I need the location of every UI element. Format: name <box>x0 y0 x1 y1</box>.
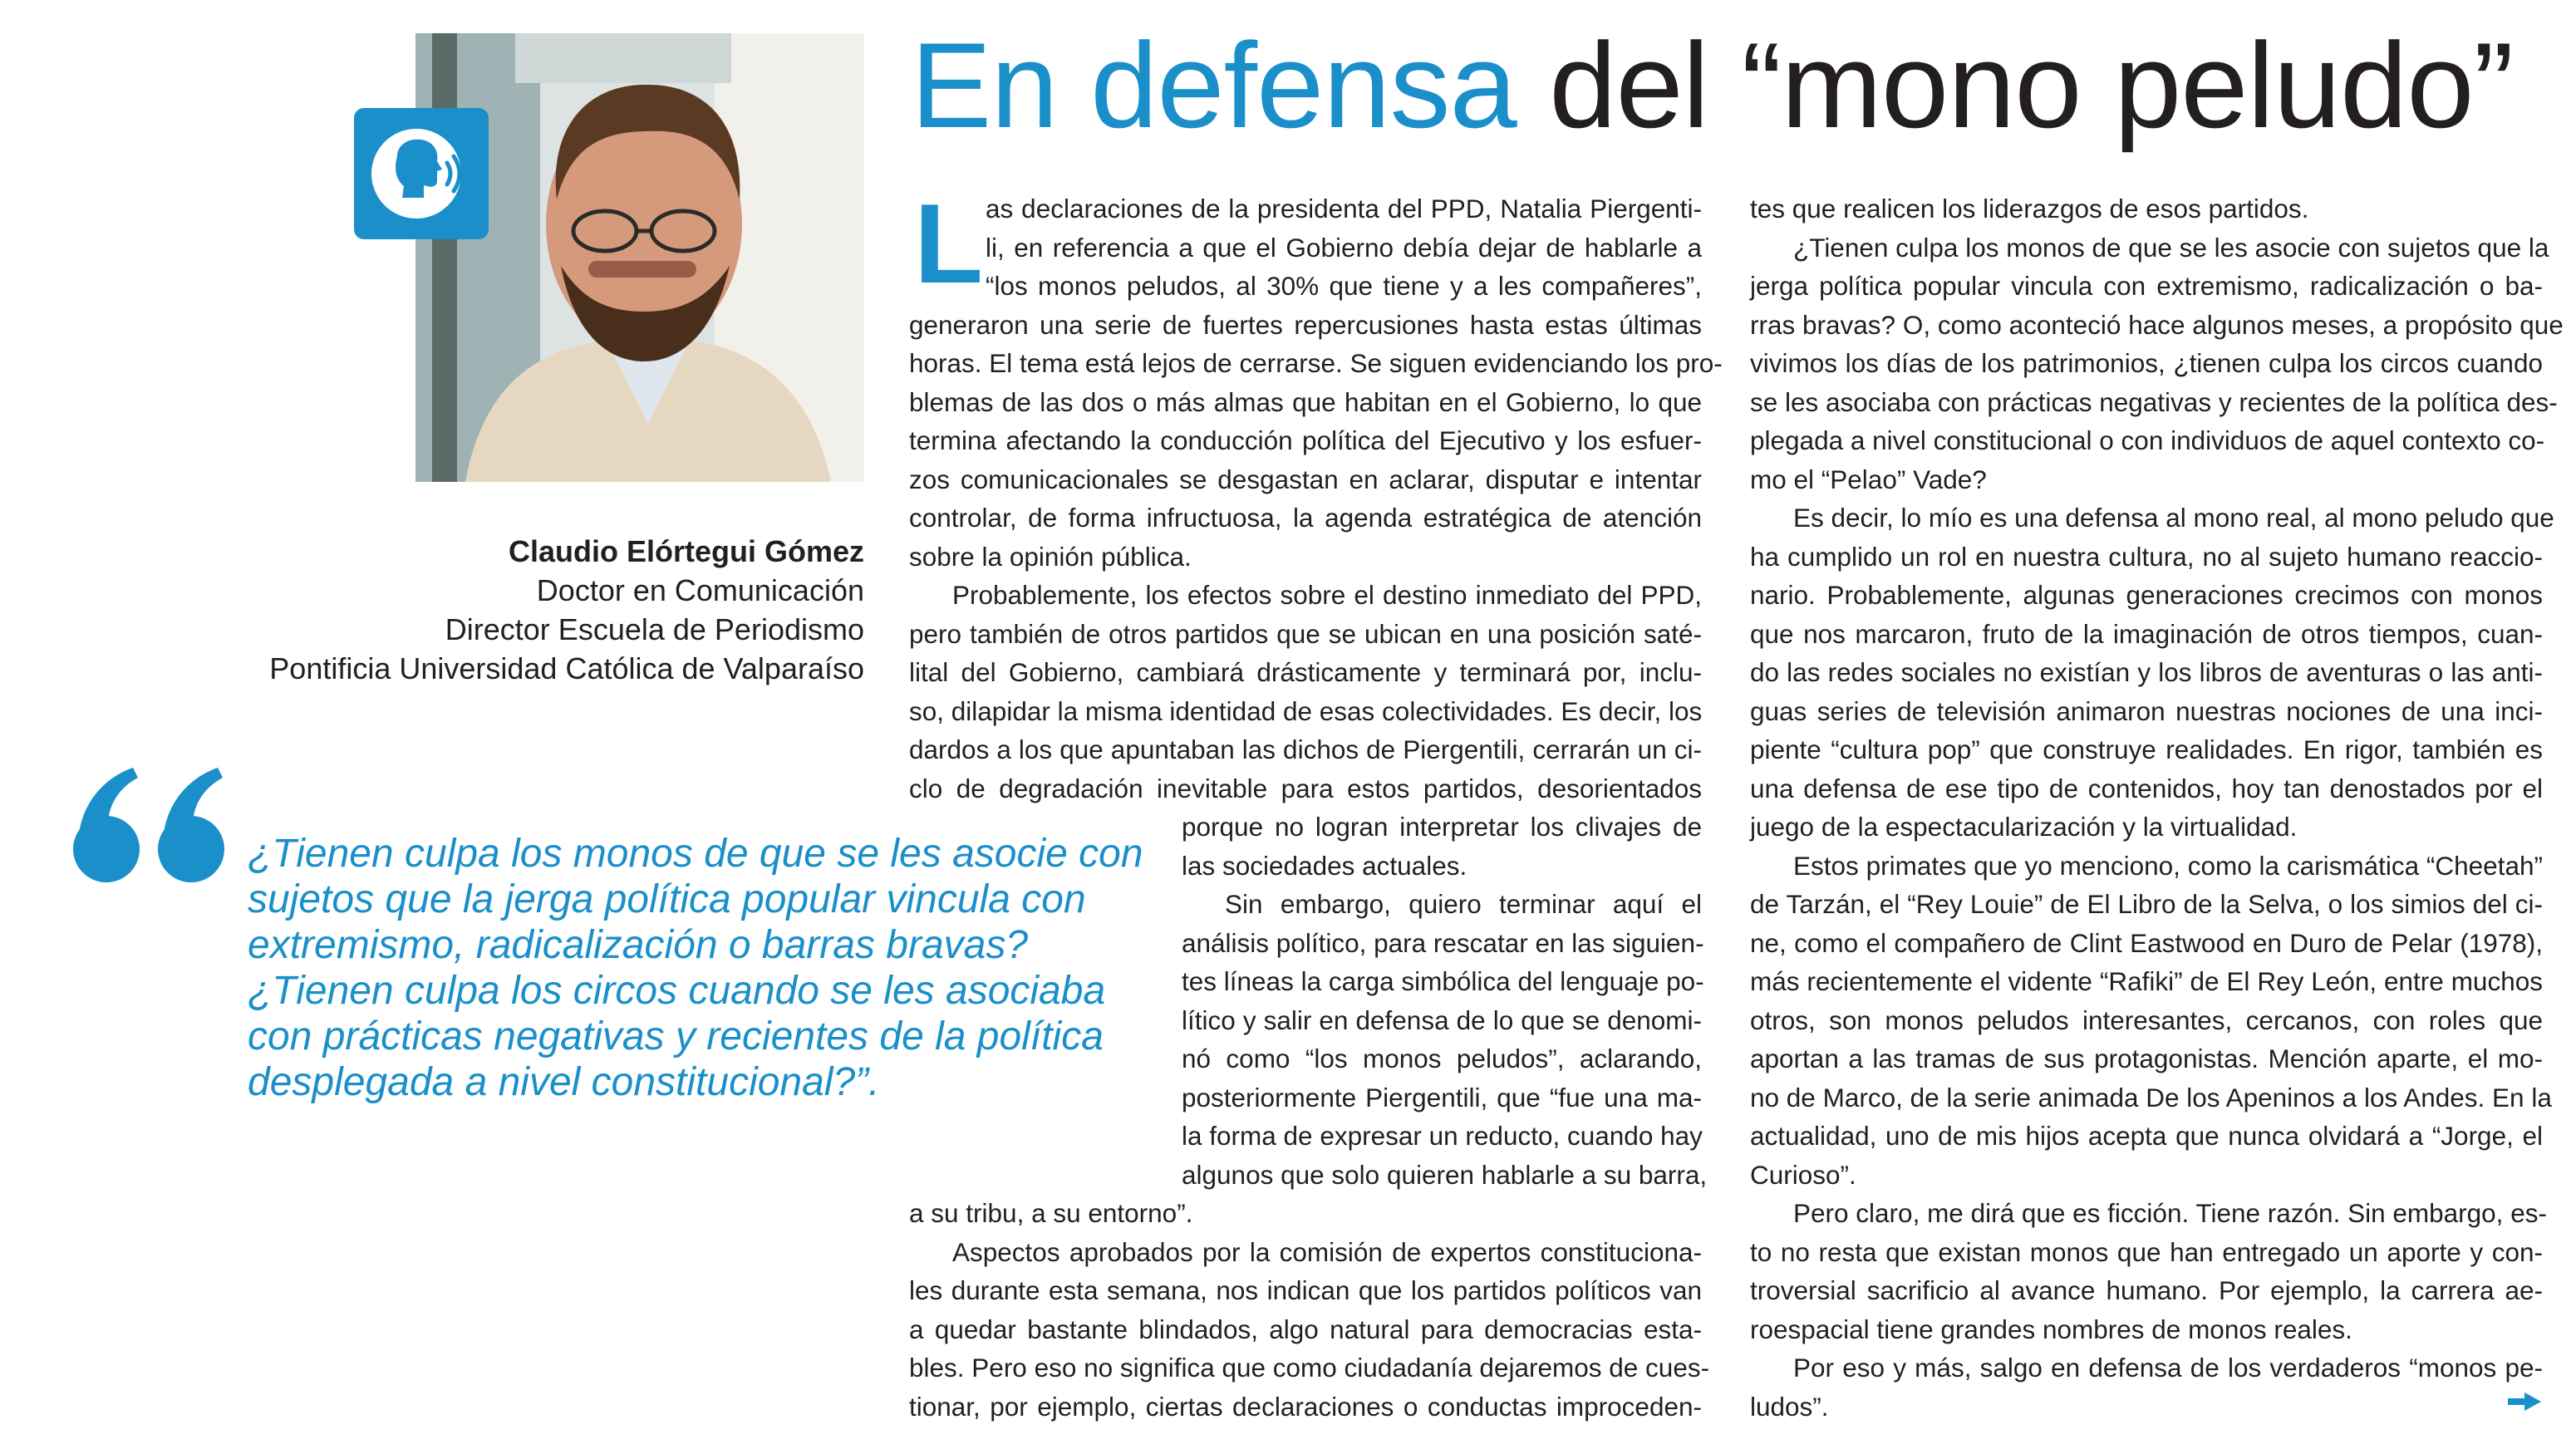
body-line: dardos a los que apuntaban las dichos de Piergentili, cerrarán un ci- <box>909 734 1702 764</box>
body-line: ¿Tienen culpa los monos de que se les asocie con sujetos que la <box>1793 232 2549 263</box>
body-line: algunos que solo quieren hablarle a su barra, <box>1182 1159 1708 1190</box>
body-line: roespacial tiene grandes nombres de monos reales. <box>1750 1314 2352 1344</box>
speaking-head-icon <box>354 108 489 239</box>
body-line: to no resta que existan monos que han entregado un aporte y con- <box>1750 1236 2543 1267</box>
pull-quote-line: desplegada a nivel constitucional?”. <box>248 1060 880 1104</box>
body-line: una defensa de ese tipo de contenidos, hoy tan denostados por el <box>1750 773 2543 803</box>
body-line: ludos”. <box>1750 1391 1829 1422</box>
body-line: lítico y salir en defensa de lo que se denomi- <box>1182 1004 1702 1035</box>
pull-quote-line: ¿Tienen culpa los circos cuando se les asociaba <box>248 969 1106 1013</box>
body-line: aportan a las tramas de sus protagonistas. Mención aparte, el mo- <box>1750 1044 2543 1073</box>
body-line: blemas de las dos o más almas que habitan en el Gobierno, lo que <box>909 386 1702 417</box>
body-line: as declaraciones de la presidenta del PPD, Natalia Piergenti- <box>986 194 1702 223</box>
body-line: ha cumplido un rol en nuestra cultura, no al sujeto humano reaccio- <box>1750 541 2543 572</box>
article-column-2 <box>1750 189 2564 1426</box>
body-line: análisis político, para rescatar en las siguien- <box>1182 927 1704 958</box>
headline-accent: En defensa <box>911 17 1517 153</box>
body-line: tes que realicen los liderazgos de esos partidos. <box>1750 194 2309 223</box>
headline-rest: del “mono peludo” <box>1549 17 2514 153</box>
body-line: juego de la espectacularización y la virtualidad. <box>1750 812 2298 842</box>
body-line: sobre la opinión pública. <box>909 541 1192 572</box>
body-line: rras bravas? O, como aconteció hace algunos meses, a propósito que <box>1750 309 2564 340</box>
body-line: tionar, por ejemplo, ciertas declaraciones o conductas improceden- <box>909 1391 1702 1422</box>
headline <box>911 15 2513 156</box>
body-line: nario. Probablemente, algunas generaciones crecimos con monos <box>1750 580 2543 610</box>
pull-quote-line: ¿Tienen culpa los monos de que se les asocie con <box>248 832 1143 876</box>
pull-quote-line: sujetos que la jerga política popular vincula con <box>248 877 1086 921</box>
body-line: posteriormente Piergentili, que “fue una ma- <box>1182 1082 1702 1112</box>
body-line: las sociedades actuales. <box>1182 850 1467 881</box>
end-arrow-icon <box>2508 1392 2541 1411</box>
body-line: Sin embargo, quiero terminar aquí el <box>1225 889 1702 919</box>
article-column-1 <box>909 189 1723 1426</box>
body-line: Estos primates que yo menciono, como la carismática “Cheetah” <box>1793 850 2543 881</box>
body-line: mo el “Pelao” Vade? <box>1750 464 1987 494</box>
body-line: ne, como el compañero de Clint Eastwood en Duro de Pelar (1978), <box>1750 927 2543 958</box>
body-line: so, dilapidar la misma identidad de esas colectividades. Es decir, los <box>909 695 1703 726</box>
body-line: Probablemente, los efectos sobre el destino inmediato del PPD, <box>952 580 1702 610</box>
body-line: generaron una serie de fuertes repercusiones hasta estas últimas <box>909 309 1702 340</box>
drop-cap-letter: L <box>914 180 984 307</box>
body-line: a su tribu, a su entorno”. <box>909 1198 1193 1228</box>
author-name: Claudio Elórtegui Gómez <box>508 534 864 568</box>
body-line: Pero claro, me dirá que es ficción. Tiene razón. Sin embargo, es- <box>1793 1198 2547 1228</box>
author-position: Director Escuela de Periodismo <box>445 612 864 646</box>
pull-quote-line: extremismo, radicalización o barras bravas? <box>248 923 1029 967</box>
body-line: plegada a nivel constitucional o con individuos de aquel contexto co- <box>1750 425 2545 455</box>
pull-quote-line: con prácticas negativas y recientes de la política <box>248 1014 1104 1058</box>
wrap-block <box>909 808 1708 1194</box>
body-line: piente “cultura pop” que construye realidades. En rigor, también es <box>1750 734 2543 764</box>
body-line: vivimos los días de los patrimonios, ¿tienen culpa los circos cuando <box>1750 348 2543 378</box>
body-line: zos comunicacionales se desgastan en aclarar, disputar e intentar <box>909 464 1702 494</box>
body-line: a quedar bastante blindados, algo natural para democracias esta- <box>909 1314 1702 1344</box>
body-line: do las redes sociales no existían y los libros de aventuras o las anti- <box>1750 657 2543 687</box>
body-line: “los monos peludos, al 30% que tiene y a les compañeres”, <box>986 271 1702 301</box>
body-line: no de Marco, de la serie animada De los Apeninos a los Andes. En la <box>1750 1082 2552 1112</box>
body-line: Por eso y más, salgo en defensa de los verdaderos “monos pe- <box>1793 1353 2543 1383</box>
body-line: que nos marcaron, fruto de la imaginación de otros tiempos, cuan- <box>1750 618 2543 649</box>
body-line: clo de degradación inevitable para estos partidos, desorientados <box>909 773 1702 803</box>
body-line: otros, son monos peludos interesantes, cercanos, con roles que <box>1750 1004 2543 1035</box>
body-line: horas. El tema está lejos de cerrarse. Se siguen evidenciando los pro- <box>909 348 1723 378</box>
body-line: tes líneas la carga simbólica del lenguaje po- <box>1182 966 1704 996</box>
body-line: troversial sacrificio al avance humano. Por ejemplo, la carrera ae- <box>1750 1275 2543 1305</box>
body-line: de Tarzán, el “Rey Louie” de El Libro de la Selva, o los simios del ci- <box>1750 889 2543 919</box>
body-line: lital del Gobierno, cambiará drásticamente y terminará por, inclu- <box>909 657 1702 687</box>
body-line: nó como “los monos peludos”, aclarando, <box>1182 1044 1702 1073</box>
body-line: termina afectando la conducción política del Ejecutivo y los esfuer- <box>909 425 1702 455</box>
body-line: bles. Pero eso no significa que como ciudadanía dejaremos de cues- <box>909 1353 1710 1383</box>
body-line: más recientemente el vidente “Rafiki” de El Rey León, entre muchos <box>1750 966 2543 996</box>
open-quote-icon <box>66 756 233 889</box>
body-line: pero también de otros partidos que se ubican en una posición saté- <box>909 618 1702 649</box>
body-line: la forma de expresar un reducto, cuando hay <box>1182 1121 1703 1151</box>
body-line: guas series de televisión animaron nuestras nociones de una inci- <box>1750 695 2543 726</box>
body-line: li, en referencia a que el Gobierno debía dejar de hablarle a <box>986 232 1702 263</box>
body-line: jerga política popular vincula con extremismo, radicalización o ba- <box>1750 271 2543 301</box>
body-line: controlar, de forma infructuosa, la agenda estratégica de atención <box>909 503 1702 533</box>
body-line: porque no logran interpretar los clivajes de <box>1182 812 1702 842</box>
body-line: se les asociaba con prácticas negativas y recientes de la política des- <box>1750 386 2558 417</box>
body-line: Aspectos aprobados por la comisión de expertos constituciona- <box>952 1236 1702 1267</box>
body-line: les durante esta semana, nos indican que los partidos políticos van <box>909 1275 1702 1305</box>
author-title: Doctor en Comunicación <box>536 573 864 607</box>
body-line: actualidad, uno de mis hijos acepta que nunca olvidará a “Jorge, el <box>1750 1121 2543 1151</box>
author-institution: Pontificia Universidad Católica de Valparaíso <box>269 651 864 685</box>
body-line: Es decir, lo mío es una defensa al mono real, al mono peludo que <box>1793 503 2554 533</box>
author-portrait <box>415 33 864 482</box>
body-line: Curioso”. <box>1750 1159 1856 1190</box>
author-credit <box>269 532 864 688</box>
